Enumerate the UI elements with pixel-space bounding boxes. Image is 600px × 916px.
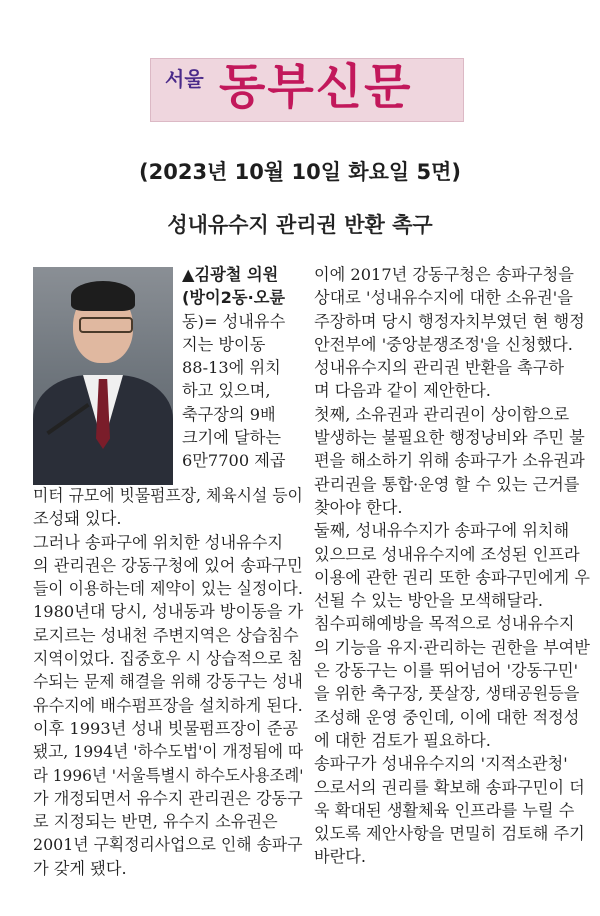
article-line: 첫째, 소유권과 관리권이 상이함으로 [314,404,570,424]
article-line: 가 개정되면서 유수지 관리권은 강동구 [33,788,303,808]
article-line: 둘째, 성내유수지가 송파구에 위치해 [314,521,570,541]
article-line: 은 강동구는 이를 뛰어넘어 '강동구민' [314,661,579,681]
article-line: 지역이었다. 집중호우 시 상습적으로 침 [33,649,303,669]
newspaper-masthead [150,58,464,122]
article-line: 상대로 '성내유수지에 대한 소유권'을 [314,288,573,308]
article-line: 로지르는 성내천 주변지역은 상습침수 [33,625,299,645]
article-line: 지는 방이동 [182,334,266,354]
publication-dateline: (2023년 10월 10일 화요일 5면) [139,160,461,184]
article-line: ▲김광철 의원 [182,265,279,284]
article-column-left-top [182,263,300,473]
article-line: 에 대한 검토가 필요하다. [314,730,491,750]
article-line: 수되는 문제 해결을 위해 강동구는 성내 [33,672,303,692]
article-line: 그러나 송파구에 위치한 성내유수지 [33,532,283,552]
article-line: 을 위한 축구장, 풋살장, 생태공원등을 [314,684,580,704]
article-line: 성내유수지의 관리권 반환을 촉구하 [314,358,564,378]
article-line: 이에 2017년 강동구청은 송파구청을 [314,265,574,284]
article-line: 조성해 운영 중인데, 이에 대한 적정성 [314,707,580,727]
article-line: 1980년대 당시, 성내동과 방이동을 가 [33,602,304,622]
article-line: 바란다. [314,847,367,867]
article-line: 이후 1993년 성내 빗물펌프장이 준공 [33,718,299,738]
article-line: 주장하며 당시 행정자치부였던 현 행정 [314,311,585,331]
article-line: 찾아야 한다. [314,497,403,517]
article-line: 편을 해소하기 위해 송파구가 소유권과 [314,451,585,471]
photo-glasses [79,317,133,333]
article-line: 의 기능을 유지·관리하는 권한을 부여받 [314,637,590,657]
article-line: 의 관리권은 강동구청에 있어 송파구민 [33,555,303,575]
masthead-title: 동부신문 [219,59,413,115]
article-line: 크기에 달하는 [182,428,281,448]
article-line: 며 다음과 같이 제안한다. [314,381,491,401]
article-line: 축구장의 9배 [182,404,276,424]
article-line: 들이 이용하는데 제약이 있는 실정이다. [33,579,303,599]
article-line: 있으므로 성내유수지에 조성된 인프라 [314,544,580,564]
article-line: 안전부에 '중앙분쟁조정'을 신청했다. [314,334,573,354]
article-line: 조성돼 있다. [33,509,122,529]
article-line: 있도록 제안사항을 면밀히 검토해 주기 [314,824,585,844]
article-line: 하고 있으며, [182,381,271,401]
article-line: 관리권을 통합·운영 할 수 있는 근거를 [314,474,580,494]
masthead-prefix: 서울 [165,67,204,91]
article-line: 선될 수 있는 방안을 모색해달라. [314,591,544,611]
article-line: 유수지에 배수펌프장을 설치하게 된다. [33,695,303,715]
article-headline: 성내유수지 관리권 반환 촉구 [167,212,433,237]
article-line: 2001년 구획정리사업으로 인해 송파구 [33,835,303,855]
article-line: 욱 확대된 생활체육 인프라를 누릴 수 [314,800,575,820]
article-line: 88-13에 위치 [182,358,281,378]
article-line: 동)= 성내유수 [182,311,286,331]
article-line: 로 지정되는 반면, 유수지 소유권은 [33,812,278,832]
article-line: 이용에 관한 권리 또한 송파구민에게 우 [314,567,590,587]
article-column-left-bottom [33,484,303,880]
article-line: 으로서의 권리를 확보해 송파구민이 더 [314,777,585,797]
article-line: 6만7700 제곱 [182,451,286,471]
article-line: 침수피해예방을 목적으로 성내유수지 [314,614,575,634]
photo-hair [71,281,135,311]
article-line: 송파구가 성내유수지의 '지적소관청' [314,754,568,774]
article-line: 발생하는 불필요한 행정낭비와 주민 불 [314,428,585,448]
article-line: 됐고, 1994년 '하수도법'이 개정됨에 따 [33,742,304,762]
article-line: (방이2동·오륜 [182,288,285,308]
article-line: 미터 규모에 빗물펌프장, 체육시설 등이 [33,486,303,505]
article-line: 가 갖게 됐다. [33,858,127,878]
councilor-photo [33,267,173,485]
article-line: 라 1996년 '서울특별시 하수도사용조례' [33,765,304,785]
article-column-right [314,263,590,869]
